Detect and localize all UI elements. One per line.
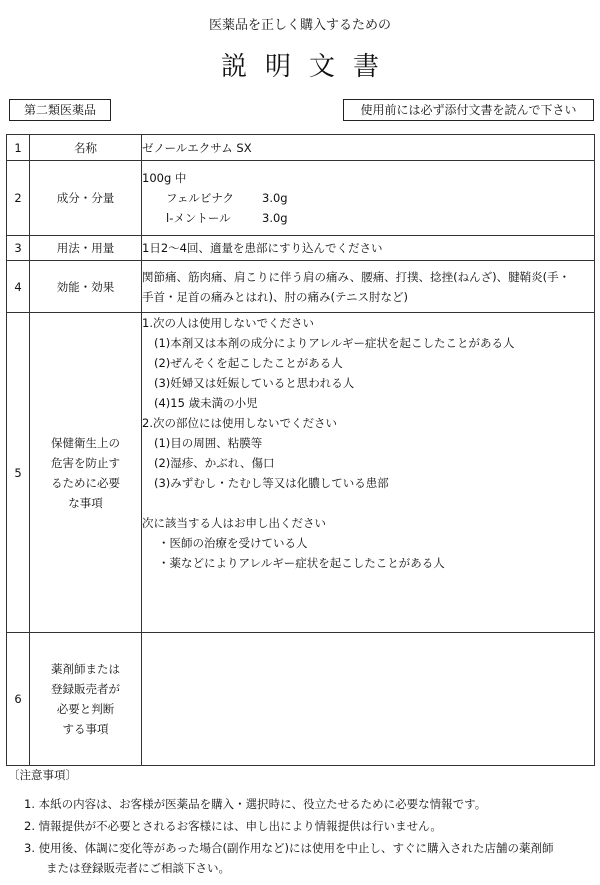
precautions (142, 313, 595, 633)
ingredient-name: l-メントール (166, 211, 231, 225)
precaution-item: ・医師の治療を受けている人 (158, 536, 308, 550)
drug-category-badge: 第二類医薬品 (9, 99, 111, 121)
spacer (142, 493, 594, 513)
note-line: 3. 使用後、体調に変化等があった場合(副作用など)には使用を中止し、すぐに購入された店舗の薬剤師 (24, 841, 554, 855)
precaution-item: (2)ぜんそくを起こしたことがある人 (154, 356, 343, 370)
table-row (7, 261, 595, 313)
precaution-heading: 次に該当する人はお申し出ください (142, 516, 326, 530)
table-row (7, 236, 595, 261)
row-label-line: 保健衛生上の (51, 435, 120, 450)
row-label (30, 313, 142, 633)
read-insert-notice: 使用前には必ず添付文書を読んで下さい (343, 99, 594, 121)
row-number: 4 (7, 261, 30, 313)
product-name: ゼノールエクサム SX (142, 135, 595, 161)
precaution-item: (1)本剤又は本剤の成分によりアレルギー症状を起こしたことがある人 (154, 336, 515, 350)
row-label-line: する事項 (62, 722, 109, 736)
row-label-line: 危害を防止す (51, 455, 120, 470)
precaution-item: (2)湿疹、かぶれ、傷口 (154, 456, 275, 470)
row-label: 用法・用量 (30, 236, 142, 261)
table-row (7, 313, 595, 633)
efficacy-line: 手首・足首の痛みとはれ)、肘の痛み(テニス肘など) (142, 289, 408, 304)
row-number: 3 (7, 236, 30, 261)
notes-heading: 〔注意事項〕 (8, 768, 77, 782)
info-table (6, 134, 595, 766)
document-subtitle: 医薬品を正しく購入するための (208, 18, 391, 33)
note-item (24, 838, 594, 878)
row-number: 6 (7, 633, 30, 766)
row-number: 5 (7, 313, 30, 633)
row-number: 2 (7, 161, 30, 236)
dosage-text: 1日2～4回、適量を患部にすり込んでください (142, 236, 595, 261)
table-row (7, 135, 595, 161)
table-row (7, 633, 595, 766)
row-label-line: な事項 (68, 495, 103, 510)
ingredient-amount: 3.0g (262, 211, 288, 225)
row-label: 名称 (30, 135, 142, 161)
efficacy-line: 関節痛、筋肉痛、肩こりに伴う肩の痛み、腰痛、打撲、捻挫(ねんざ)、腱鞘炎(手・ (142, 269, 571, 284)
ingredient-name: フェルビナク (166, 191, 234, 205)
precaution-heading: 2.次の部位には使用しないでください (142, 416, 337, 430)
row-label-line: 薬剤師または (51, 662, 120, 676)
precaution-item: (1)目の周囲、粘膜等 (154, 436, 263, 450)
ingredients (142, 161, 595, 236)
precaution-item: (4)15 歳未満の小児 (154, 396, 258, 410)
row-label (30, 633, 142, 766)
precaution-item: (3)みずむし・たむし等又は化膿している患部 (154, 476, 389, 490)
row-label: 効能・効果 (30, 261, 142, 313)
row-number: 1 (7, 135, 30, 161)
table-row (7, 161, 595, 236)
document-title: 説明文書 (220, 52, 397, 82)
ingredient-item (142, 208, 594, 228)
precaution-item: (3)妊婦又は妊娠していると思われる人 (154, 376, 355, 390)
precaution-heading: 1.次の人は使用しないでください (142, 316, 314, 330)
row-label-line: 必要と判断 (56, 702, 115, 716)
pharmacist-notes-cell (142, 633, 595, 766)
row-label-line: るために必要 (51, 475, 120, 490)
note-line: または登録販売者にご相談下さい。 (46, 861, 230, 875)
row-label-line: 登録販売者が (51, 682, 120, 696)
precaution-item: ・薬などによりアレルギー症状を起こしたことがある人 (158, 556, 445, 570)
row-label: 成分・分量 (30, 161, 142, 236)
note-item: 2. 情報提供が不必要とされるお客様には、申し出により情報提供は行いません。 (24, 819, 442, 833)
ingredient-item (142, 188, 594, 208)
note-item: 1. 本紙の内容は、お客様が医薬品を購入・選択時に、役立たせるために必要な情報です。 (24, 797, 487, 811)
ingredient-amount: 3.0g (262, 191, 288, 205)
ingredient-basis: 100g 中 (142, 171, 187, 185)
efficacy-text (142, 261, 595, 313)
